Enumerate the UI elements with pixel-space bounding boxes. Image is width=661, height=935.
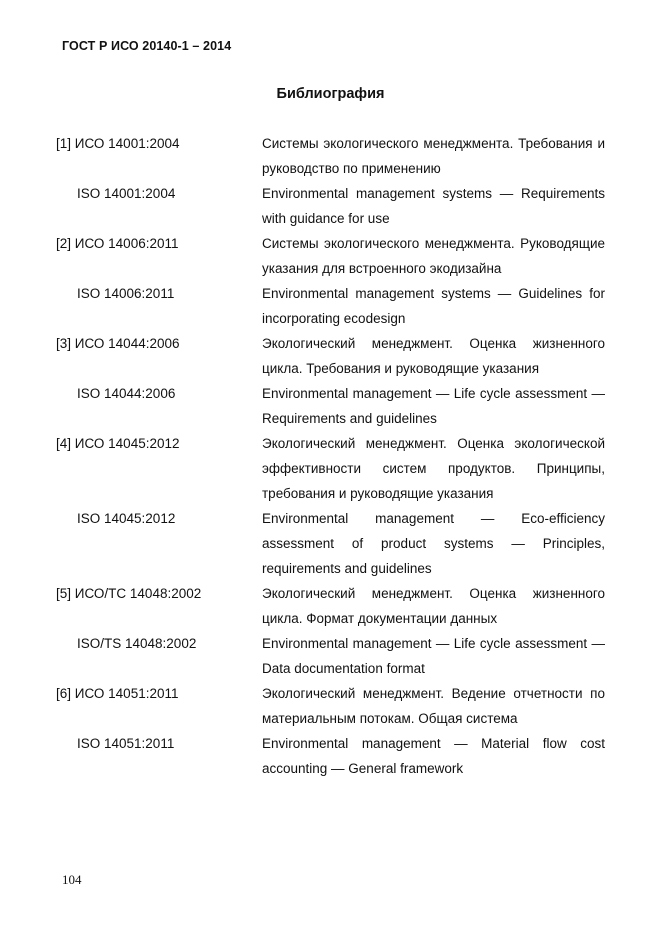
bibliography-list	[56, 131, 605, 781]
bibliography-entry	[56, 231, 605, 281]
entry-description: Environmental management — Life cycle assessment — Requirements and guidelines	[262, 386, 605, 426]
bibliography-entry	[56, 281, 605, 331]
page-title-text: Библиография	[276, 86, 385, 102]
page-title	[0, 86, 661, 102]
bibliography-entry	[56, 581, 605, 631]
entry-description: Экологический менеджмент. Оценка жизненного цикла. Формат документации данных	[262, 586, 605, 626]
entry-description: Экологический менеджмент. Оценка экологической эффективности систем продуктов. Принципы, требования и руководящие указания	[262, 436, 605, 501]
bibliography-entry	[56, 681, 605, 731]
entry-reference: ISO 14001:2004	[77, 186, 176, 201]
entry-description: Environmental management systems — Requirements with guidance for use	[262, 186, 605, 226]
bibliography-entry	[56, 331, 605, 381]
bibliography-entry	[56, 431, 605, 506]
entry-description: Environmental management — Material flow cost accounting — General framework	[262, 736, 605, 776]
bibliography-entry	[56, 181, 605, 231]
entry-reference: ISO 14044:2006	[77, 386, 176, 401]
bibliography-entry	[56, 731, 605, 781]
bibliography-entry	[56, 631, 605, 681]
entry-description: Environmental management systems — Guidelines for incorporating ecodesign	[262, 286, 605, 326]
entry-description: Системы экологического менеджмента. Требования и руководство по применению	[262, 136, 605, 176]
bibliography-entry	[56, 131, 605, 181]
entry-reference: [2] ИСО 14006:2011	[56, 236, 179, 251]
entry-reference: [4] ИСО 14045:2012	[56, 436, 180, 451]
entry-reference: [6] ИСО 14051:2011	[56, 686, 179, 701]
entry-description: Environmental management — Life cycle assessment — Data documentation format	[262, 636, 605, 676]
entry-reference: [3] ИСО 14044:2006	[56, 336, 180, 351]
entry-reference: [1] ИСО 14001:2004	[56, 136, 180, 151]
entry-reference: ISO 14051:2011	[77, 736, 175, 751]
entry-reference: ISO/TS 14048:2002	[77, 636, 197, 651]
page-number: 104	[62, 872, 82, 887]
entry-reference: ISO 14045:2012	[77, 511, 176, 526]
bibliography-entry	[56, 506, 605, 581]
entry-reference: ISO 14006:2011	[77, 286, 175, 301]
bibliography-entry	[56, 381, 605, 431]
entry-description: Системы экологического менеджмента. Руководящие указания для встроенного экодизайна	[262, 236, 605, 276]
entry-description: Environmental management — Eco-efficiency assessment of product systems — Principles, requirements and guidelines	[262, 511, 605, 576]
entry-description: Экологический менеджмент. Оценка жизненного цикла. Требования и руководящие указания	[262, 336, 605, 376]
entry-reference: [5] ИСО/ТС 14048:2002	[56, 586, 202, 601]
document-header: ГОСТ Р ИСО 20140-1 – 2014	[62, 39, 232, 53]
entry-description: Экологический менеджмент. Ведение отчетности по материальным потокам. Общая система	[262, 686, 605, 726]
